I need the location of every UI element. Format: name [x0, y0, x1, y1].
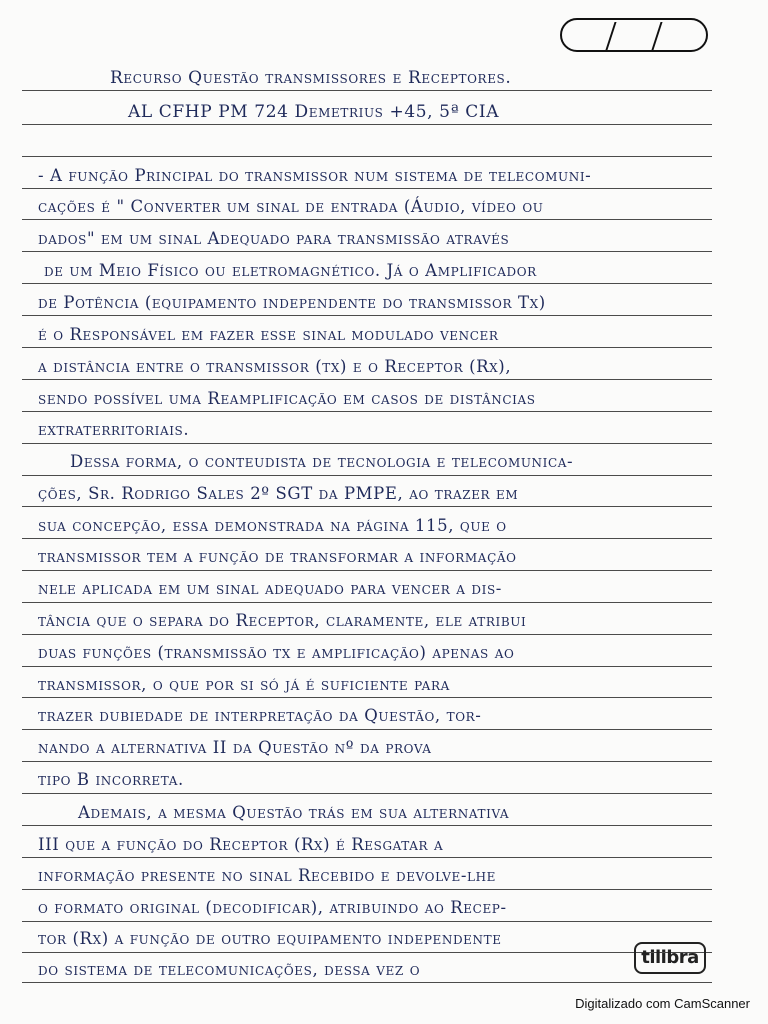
- paragraph-1-line: sendo possível uma Reamplificação em casos de distâncias: [38, 389, 536, 408]
- rule-line: [22, 90, 712, 91]
- rule-line: [22, 315, 712, 316]
- paragraph-2-line: tipo B incorreta.: [38, 770, 184, 789]
- paragraph-3-line: informação presente no sinal Recebido e devolve-lhe: [38, 866, 497, 885]
- rule-line: [22, 602, 712, 603]
- rule-line: [22, 283, 712, 284]
- paragraph-2-line: sua concepção, essa demonstrada na página 115, que o: [38, 516, 507, 535]
- tilibra-logo: tilibra: [634, 942, 706, 974]
- paragraph-2-line: nando a alternativa II da Questão nº da prova: [38, 738, 432, 757]
- rule-line: [22, 251, 712, 252]
- paragraph-1-line: - A função Principal do transmissor num sistema de telecomuni-: [38, 166, 592, 185]
- paragraph-1-line: cações é " Converter um sinal de entrada (Áudio, vídeo ou: [38, 197, 544, 216]
- title-line: AL CFHP PM 724 Demetrius +45, 5ª CIA: [128, 102, 500, 122]
- paragraph-1-line: extraterritoriais.: [38, 420, 190, 439]
- rule-line: [22, 666, 712, 667]
- paragraph-3-line: do sistema de telecomunicações, dessa vez o: [38, 960, 421, 979]
- rule-line: [22, 921, 712, 922]
- paragraph-2-line: ções, Sr. Rodrigo Sales 2º SGT da PMPE, ao trazer em: [38, 484, 519, 503]
- rule-line: [22, 697, 712, 698]
- rule-line: [22, 952, 712, 953]
- paragraph-2-line: Dessa forma, o conteudista de tecnologia e telecomunica-: [70, 452, 574, 471]
- paragraph-2-line: transmissor, o que por si só já é suficiente para: [38, 675, 450, 694]
- scanner-watermark: Digitalizado com CamScanner: [575, 996, 750, 1011]
- paragraph-3-line: III que a função do Receptor (Rx) é Resgatar a: [38, 835, 444, 854]
- paragraph-2-line: tância que o separa do Receptor, claramente, ele atribui: [38, 611, 527, 630]
- paragraph-2-line: nele aplicada em um sinal adequado para vencer a dis-: [38, 579, 502, 598]
- date-separator: [651, 22, 662, 50]
- rule-line: [22, 982, 712, 983]
- rule-line: [22, 538, 712, 539]
- paragraph-3-line: tor (Rx) a função de outro equipamento independente: [38, 929, 502, 948]
- paragraph-3-line: Ademais, a mesma Questão trás em sua alternativa: [78, 803, 510, 822]
- paragraph-2-line: duas funções (transmissão tx e amplificação) apenas ao: [38, 643, 515, 662]
- paragraph-3-line: o formato original (decodificar), atribuindo ao Recep-: [38, 898, 507, 917]
- rule-line: [22, 379, 712, 380]
- rule-line: [22, 729, 712, 730]
- rule-line: [22, 761, 712, 762]
- rule-line: [22, 475, 712, 476]
- paragraph-2-line: trazer dubiedade de interpretação da Questão, tor-: [38, 706, 482, 725]
- rule-line: [22, 188, 712, 189]
- rule-line: [22, 825, 712, 826]
- paragraph-1-line: de um Meio Físico ou eletromagnético. Já o Amplificador: [44, 261, 537, 280]
- rule-line: [22, 889, 712, 890]
- paragraph-1-line: de Potência (equipamento independente do transmissor Tx): [38, 293, 546, 312]
- paragraph-1-line: é o Responsável em fazer esse sinal modulado vencer: [38, 325, 499, 344]
- rule-line: [22, 124, 712, 125]
- rule-line: [22, 857, 712, 858]
- rule-line: [22, 156, 712, 157]
- rule-line: [22, 219, 712, 220]
- date-separator: [605, 22, 616, 50]
- rule-line: [22, 506, 712, 507]
- rule-line: [22, 347, 712, 348]
- title-line: Recurso Questão transmissores e Receptores.: [110, 68, 512, 88]
- rule-line: [22, 443, 712, 444]
- rule-line: [22, 570, 712, 571]
- date-box: [560, 18, 708, 52]
- rule-line: [22, 793, 712, 794]
- rule-line: [22, 411, 712, 412]
- paragraph-2-line: transmissor tem a função de transformar a informação: [38, 547, 517, 566]
- paragraph-1-line: dados" em um sinal Adequado para transmissão através: [38, 229, 510, 248]
- rule-line: [22, 634, 712, 635]
- paragraph-1-line: a distância entre o transmissor (tx) e o Receptor (Rx),: [38, 357, 512, 376]
